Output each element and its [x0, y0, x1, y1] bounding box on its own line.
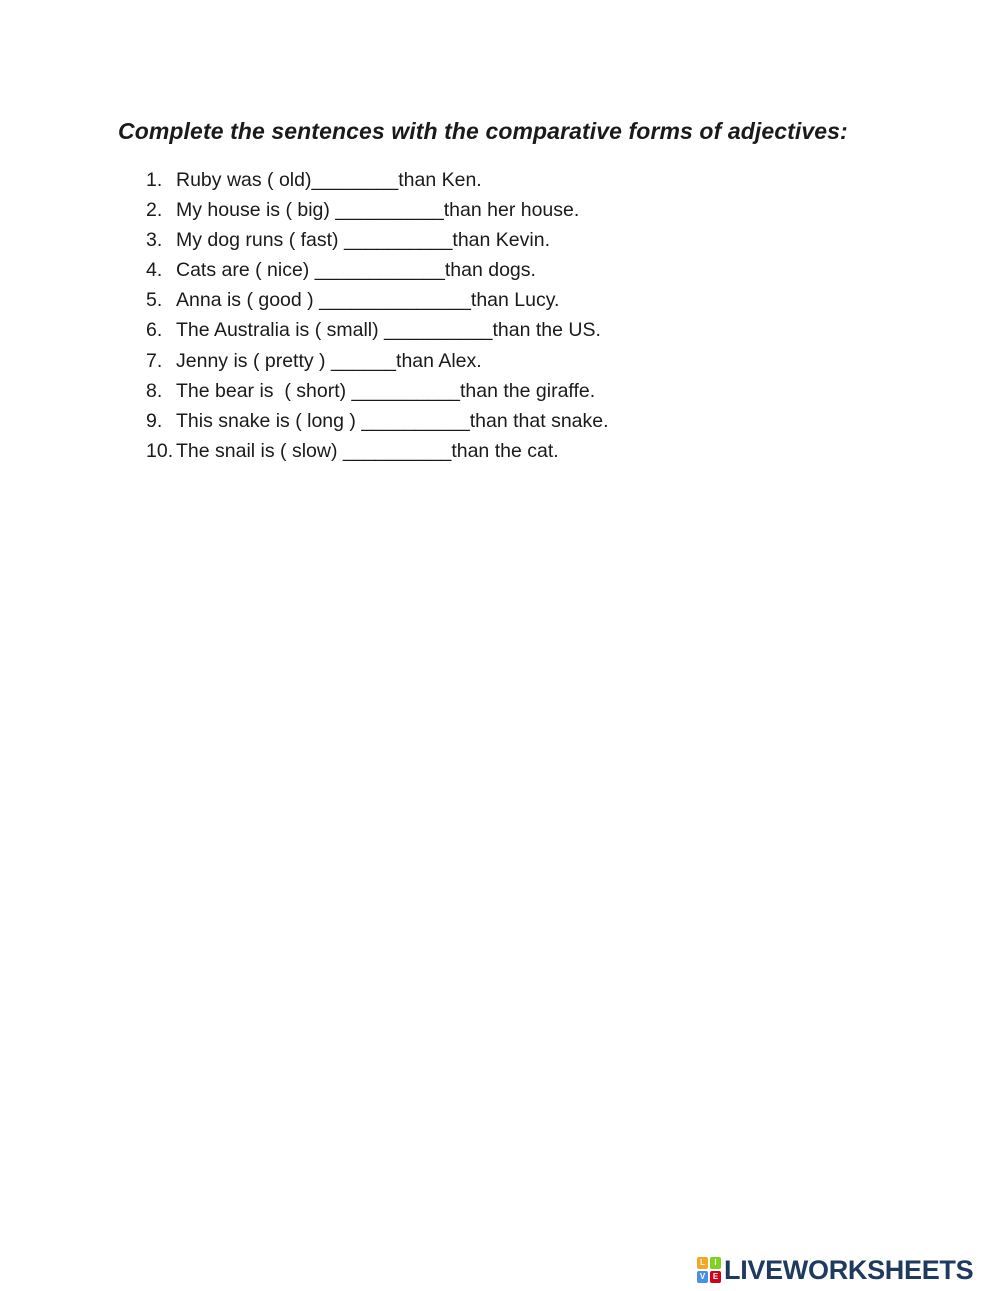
block-e: E — [710, 1271, 721, 1283]
worksheet-title: Complete the sentences with the comparative forms of adjectives: — [118, 118, 848, 144]
item-number: 5. — [146, 289, 163, 312]
item-sentence: Anna is ( good ) ______________than Lucy. — [176, 289, 560, 312]
item-number: 1. — [146, 169, 163, 191]
item-sentence: Jenny is ( pretty ) ______than Alex. — [176, 349, 482, 372]
item-sentence: The Australia is ( small) __________than the US. — [176, 319, 601, 342]
item-number: 7. — [146, 349, 163, 372]
exercise-item-5 — [146, 285, 609, 315]
item-number: 10. — [146, 439, 174, 462]
block-i: I — [710, 1257, 721, 1269]
item-sentence: Cats are ( nice) ____________than dogs. — [176, 259, 536, 282]
item-sentence: The snail is ( slow) __________than the cat. — [176, 439, 559, 462]
item-number: 6. — [146, 319, 163, 342]
item-number: 4. — [146, 259, 163, 282]
item-sentence: Ruby was ( old)________than Ken. — [176, 169, 482, 191]
item-number: 8. — [146, 379, 163, 402]
item-sentence: The bear is ( short) __________than the giraffe. — [176, 379, 596, 402]
exercise-list — [146, 165, 609, 466]
brand-name: LIVEWORKSHEETS — [724, 1254, 974, 1285]
exercise-item-3 — [146, 225, 609, 255]
item-sentence: My dog runs ( fast) __________than Kevin. — [176, 229, 550, 252]
block-v: V — [697, 1271, 708, 1283]
item-number: 9. — [146, 409, 163, 432]
exercise-item-9 — [146, 406, 609, 436]
exercise-item-6 — [146, 315, 609, 345]
exercise-item-10 — [146, 436, 609, 466]
item-sentence: This snake is ( long ) __________than that snake. — [176, 409, 609, 432]
item-number: 2. — [146, 199, 163, 222]
exercise-item-2 — [146, 195, 609, 225]
exercise-item-4 — [146, 255, 609, 285]
exercise-item-7 — [146, 346, 609, 376]
live-blocks-icon — [697, 1257, 721, 1283]
block-l: L — [697, 1257, 708, 1269]
liveworksheets-logo — [697, 1255, 973, 1285]
item-number: 3. — [146, 229, 163, 252]
item-sentence: My house is ( big) __________than her house. — [176, 199, 580, 222]
exercise-item-1 — [146, 165, 609, 195]
exercise-item-8 — [146, 376, 609, 406]
